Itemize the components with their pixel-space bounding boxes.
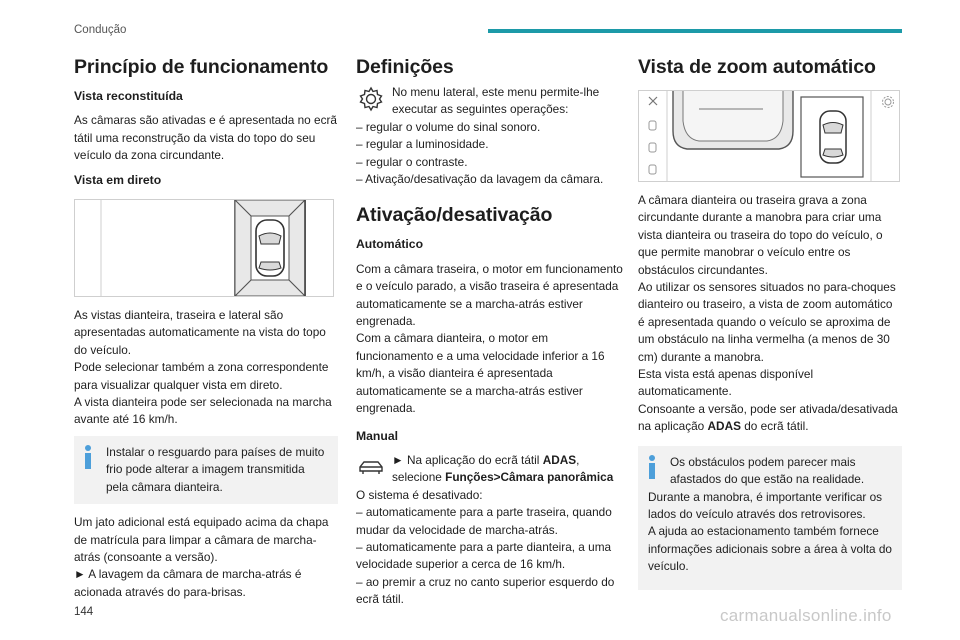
list-item: – regular o contraste. bbox=[356, 154, 468, 169]
off-item: – ao premir a cruz no canto superior esquerdo do ecrã tátil. bbox=[356, 574, 615, 607]
settings-intro-text: No menu lateral, este menu permite-lhe executar as seguintes operações: bbox=[392, 85, 600, 117]
note-text: A ajuda ao estacionamento também fornece informações adicionais sobre a área à volta do veículo. bbox=[648, 524, 892, 574]
gear-icon bbox=[356, 84, 386, 114]
paragraph bbox=[74, 359, 338, 394]
car-icon bbox=[820, 111, 846, 163]
list-item: – regular o volume do sinal sonoro. bbox=[356, 119, 541, 134]
page-number: 144 bbox=[74, 606, 94, 618]
subheading-reconstructed: Vista reconstituída bbox=[74, 89, 183, 103]
paragraph: Com a câmara traseira, o motor em funcionamento e o veículo parado, a visão traseira é apresentada automaticamente se a marcha-atrás estiver engrenada. bbox=[356, 261, 623, 329]
list-item: – Ativação/desativação da lavagem da câmara. bbox=[356, 172, 604, 187]
paragraph: Com a câmara dianteira, o motor em funcionamento e a uma velocidade inferior a 16 km/h, a visão dianteira é apresentada automaticamente se a marcha-atrás estiver engrenada. bbox=[356, 331, 605, 416]
paragraph: A câmara dianteira ou traseira grava a zona circundante durante a manobra para criar uma vista dianteira ou traseira do topo do veículo, o que permite manobrar o veículo entre os obstáculos circundantes. bbox=[638, 193, 883, 277]
live-view-illustration bbox=[74, 199, 334, 297]
section-title-activation: Ativação/desativação bbox=[356, 204, 553, 227]
manual-instruction bbox=[356, 452, 626, 487]
column-3 bbox=[638, 54, 902, 600]
paragraph: Um jato adicional está equipado acima da chapa de matrícula para limpar a câmara de marcha-atrás (consoante a versão). bbox=[74, 515, 329, 564]
paragraph-line: A vista dianteira pode ser selecionada na marcha avante até 16 km/h. bbox=[74, 395, 332, 427]
paragraph: ► A lavagem da câmara de marcha-atrás é acionada através do para-brisas. bbox=[74, 567, 302, 599]
text: Consoante a versão, pode ser ativada/desativada na aplicação bbox=[638, 401, 898, 434]
car-icon bbox=[256, 220, 284, 276]
manual-line-1 bbox=[356, 452, 626, 469]
car-icon bbox=[356, 452, 386, 482]
subheading-manual: Manual bbox=[356, 428, 398, 443]
live-view-svg bbox=[75, 200, 333, 296]
watermark: carmanualsonline.info bbox=[720, 606, 892, 625]
subheading-auto: Automático bbox=[356, 237, 424, 252]
manual-line-2 bbox=[356, 469, 626, 486]
section-title-zoom: Vista de zoom automático bbox=[638, 56, 876, 78]
paragraph-line: Pode selecionar também a zona correspondente para visualizar qualquer vista em direto. bbox=[74, 360, 329, 392]
paragraph: Esta vista está apenas disponível automaticamente. bbox=[638, 367, 814, 399]
subheading-live: Vista em direto bbox=[74, 172, 162, 187]
paragraph: As câmaras são ativadas e é apresentada no ecrã tátil uma reconstrução da vista do topo do seu veículo da zona circundante. bbox=[74, 113, 337, 163]
info-note bbox=[638, 446, 902, 590]
close-icon bbox=[649, 97, 657, 105]
menu-path: Funções>Câmara panorâmica bbox=[445, 470, 614, 485]
text: ► Na aplicação do ecrã tátil bbox=[392, 452, 543, 467]
off-item: – automaticamente para a parte dianteira, a uma velocidade superior a cerca de 16 km/h. bbox=[356, 539, 612, 572]
parking-sensor-icon bbox=[649, 121, 656, 174]
paragraph-line: As vistas dianteira, traseira e lateral são apresentadas automaticamente na vista do topo do veículo. bbox=[74, 308, 326, 357]
paragraph bbox=[638, 401, 902, 436]
settings-list bbox=[356, 119, 626, 189]
info-note bbox=[74, 436, 338, 504]
section-title-settings: Definições bbox=[356, 56, 454, 78]
column-1 bbox=[74, 54, 338, 608]
column-2 bbox=[356, 54, 626, 609]
zoom-view-illustration bbox=[638, 90, 900, 182]
gear-icon bbox=[883, 97, 894, 108]
zoom-view-svg bbox=[639, 91, 899, 181]
info-icon bbox=[648, 455, 656, 479]
header-accent-bar bbox=[488, 29, 902, 33]
paragraph bbox=[74, 307, 338, 359]
text: , bbox=[576, 452, 580, 467]
note-text: Durante a manobra, é importante verificar os lados do veículo através dos retrovisores. bbox=[648, 489, 883, 521]
paragraph: Ao utilizar os sensores situados no para-choques dianteiro ou traseiro, a vista de zoom automático é apresentada quando o veículo se aproxima de um obstáculo na linha vermelha (a menos de 30 cm) durante a manobra. bbox=[638, 280, 896, 364]
note-text: Os obstáculos podem parecer mais afastados do que estão na realidade. bbox=[670, 454, 865, 487]
adas-label: ADAS bbox=[707, 419, 741, 434]
section-title-principle: Princípio de funcionamento bbox=[74, 56, 329, 78]
paragraph bbox=[74, 394, 338, 429]
text: selecione bbox=[392, 470, 446, 485]
text: do ecrã tátil. bbox=[740, 419, 809, 434]
off-item: – automaticamente para a parte traseira, quando mudar da velocidade de marcha-atrás. bbox=[356, 505, 612, 537]
adas-label: ADAS bbox=[542, 452, 577, 467]
info-icon bbox=[84, 445, 92, 469]
settings-intro bbox=[356, 84, 626, 119]
list-item: – regular a luminosidade. bbox=[356, 137, 489, 152]
header-section-label: Condução bbox=[74, 24, 127, 36]
off-intro: O sistema é desativado: bbox=[356, 487, 483, 502]
note-text: Instalar o resguardo para países de muito frio pode alterar a imagem transmitida pela câmara dianteira. bbox=[106, 444, 325, 494]
